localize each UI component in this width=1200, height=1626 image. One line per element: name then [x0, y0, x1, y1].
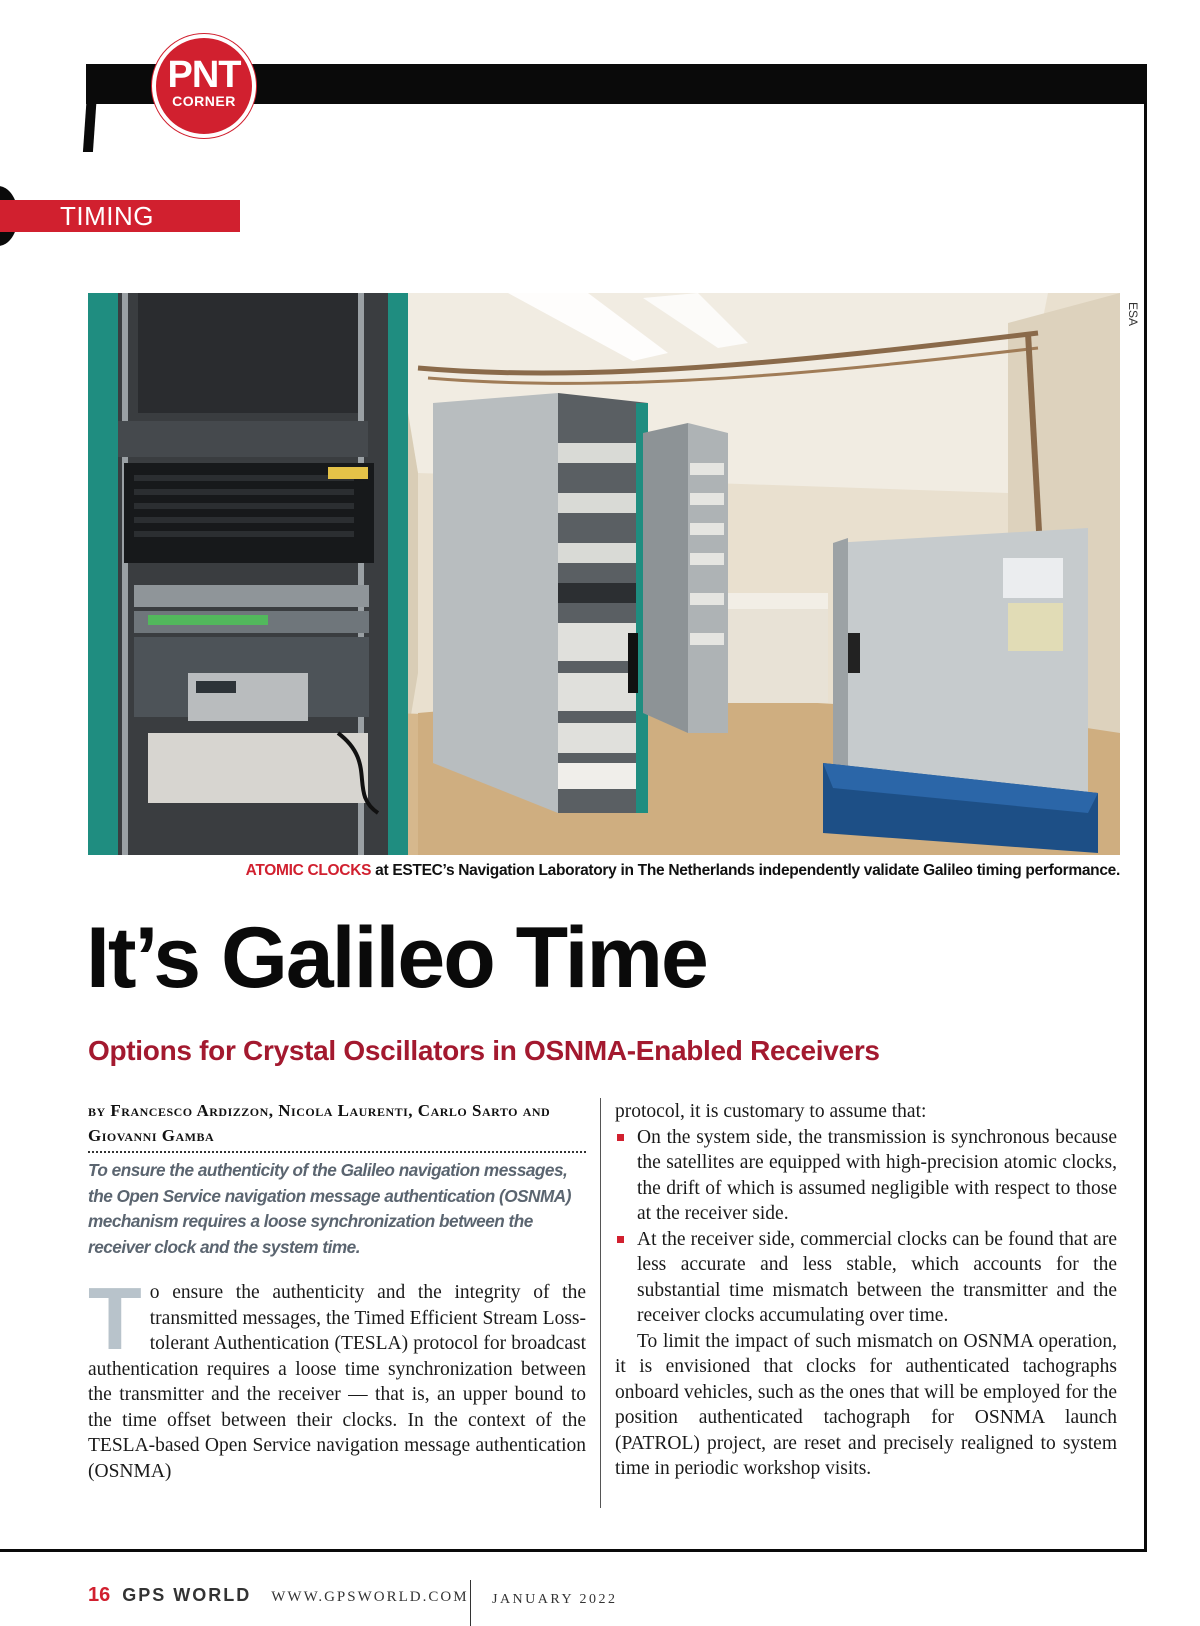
bullet-item	[615, 1227, 1117, 1329]
page-border-bottom	[0, 1549, 1147, 1552]
bullet-item	[615, 1125, 1117, 1227]
bullet-list	[615, 1125, 1117, 1329]
logo-corner-text: CORNER	[172, 93, 236, 109]
byline: by Francesco Ardizzon, Nicola Laurenti, Carlo Sarto and Giovanni Gamba	[88, 1101, 551, 1145]
article-title: It’s Galileo Time	[86, 910, 707, 1006]
section-label: TIMING	[60, 201, 154, 231]
bullet-text: At the receiver side, commercial clocks can be found that are less accurate and less stable, which accounts for the substantial time mismatch between the transmitter and the receiver clocks accumulating over time.	[637, 1228, 1117, 1326]
page-number: 16	[88, 1584, 111, 1606]
article-subtitle: Options for Crystal Oscillators in OSNMA-Enabled Receivers	[88, 1035, 880, 1066]
bullet-text: On the system side, the transmission is synchronous because the satellites are equipped with high-precision atomic clocks, the drift of which is assumed negligible with respect to those at the receiver side.	[637, 1126, 1117, 1224]
body-paragraph-2: To limit the impact of such mismatch on OSNMA operation, it is envisioned that clocks for authenticated tachographs onboard vehicles, such as the ones that will be employed for the position authenticated tachograph for OSNMA launch (PATROL) project, are reset and precisely realigned to system time in periodic workshop visits.	[615, 1330, 1117, 1479]
byline-divider	[88, 1151, 586, 1153]
page-footer	[88, 1584, 469, 1608]
issue-date: JANUARY 2022	[492, 1592, 618, 1607]
bullet-square-icon	[617, 1236, 624, 1243]
lab-photo	[88, 293, 1120, 855]
photo-caption	[88, 862, 1120, 880]
bullet-square-icon	[617, 1134, 624, 1141]
caption-lead: ATOMIC CLOCKS	[245, 862, 372, 879]
logo-pnt-text: PNT	[167, 54, 241, 96]
body-column-left	[88, 1269, 586, 1484]
footer-divider	[470, 1580, 471, 1626]
pnt-corner-logo	[152, 34, 256, 138]
body-paragraph-continued: protocol, it is customary to assume that:	[615, 1101, 927, 1122]
website-link[interactable]: WWW.GPSWORLD.COM	[271, 1589, 469, 1605]
caption-text: at ESTEC’s Navigation Laboratory in The Netherlands independently validate Galileo timing performance.	[371, 862, 1120, 879]
body-column-right	[615, 1099, 1117, 1482]
photo-credit: ESA	[1126, 301, 1140, 326]
page-border-right	[1144, 64, 1147, 1552]
body-paragraph-1: o ensure the authenticity and the integrity of the transmitted messages, the Timed Efficient Stream Loss-tolerant Authentication (TESLA) protocol for broadcast authentication requires a loose time synchronization between the transmitter and the receiver — that is, an upper bound to the time offset between their clocks. In the context of the TESLA-based Open Service navigation message authentication (OSNMA)	[88, 1282, 586, 1482]
publication-name: GPS WORLD	[122, 1585, 252, 1605]
column-divider	[600, 1098, 601, 1508]
article-abstract: To ensure the authenticity of the Galileo navigation messages, the Open Service navigation message authentication (OSNMA) mechanism requires a loose synchronization between the receiver clock and the system time.	[88, 1160, 571, 1257]
drop-cap: T	[88, 1269, 142, 1368]
